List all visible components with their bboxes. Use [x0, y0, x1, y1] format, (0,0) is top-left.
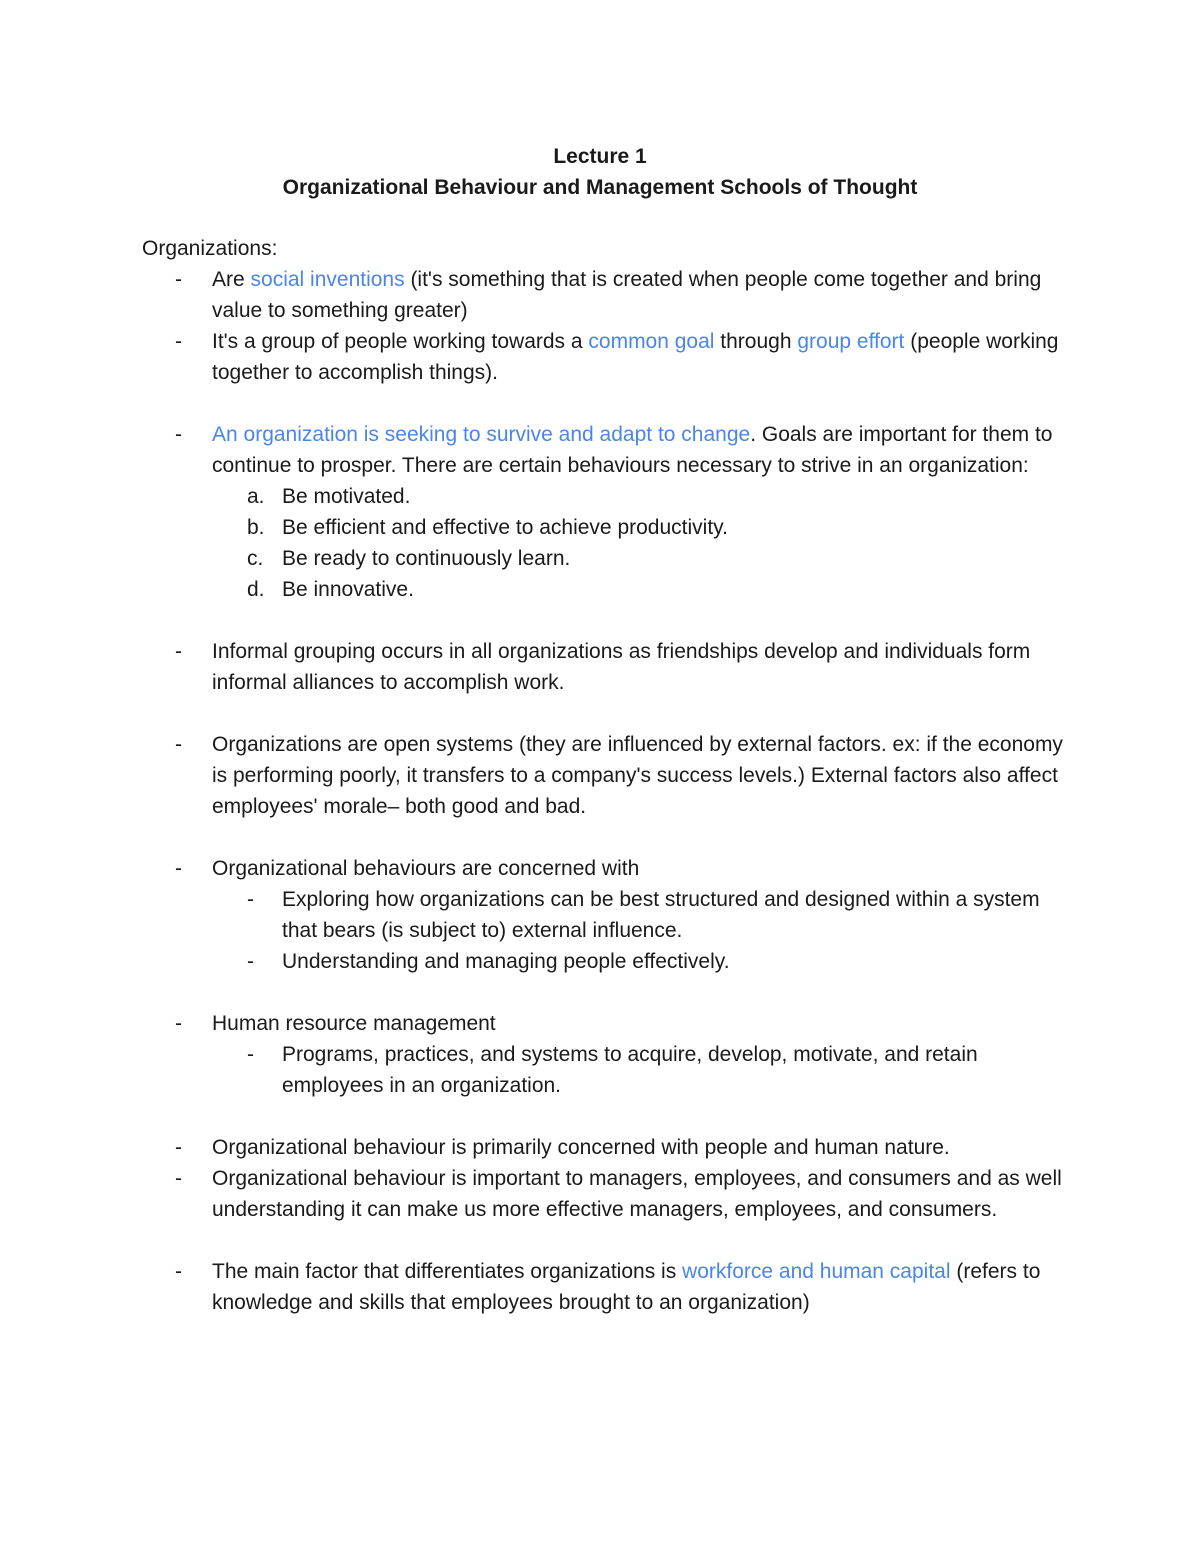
alpha-text: Be motivated. — [282, 485, 411, 508]
alpha-marker: b. — [247, 516, 265, 539]
sub-bullet-marker: - — [247, 1043, 254, 1066]
bullet-marker: - — [175, 1136, 182, 1159]
bullet-text: Organizations are open systems (they are influenced by external factors. ex: if the economy is performing poorly, it transfers to a company's success levels.) External factors also affect employees' morale– both good and bad. — [212, 733, 1063, 818]
sub-list-item — [142, 884, 1072, 946]
highlighted-term: common goal — [588, 330, 715, 353]
text-run: The main factor that differentiates organizations is — [212, 1260, 683, 1283]
lecture-subtitle: Organizational Behaviour and Management Schools of Thought — [282, 176, 918, 199]
alpha-marker: d. — [247, 578, 265, 601]
bullet-marker: - — [175, 1260, 182, 1283]
sub-list-item — [142, 1039, 1072, 1101]
sub-bullet-text: Exploring how organizations can be best structured and designed within a system that bears (is subject to) external influence. — [282, 888, 1040, 942]
text-run: (refers to knowledge and skills that employees brought to an organization) — [212, 1260, 1041, 1314]
list-item — [142, 1256, 1072, 1318]
text-run: (it's something that is created when people come together and bring value to something greater) — [212, 268, 1042, 322]
text-run: It's a group of people working towards a — [212, 330, 589, 353]
alpha-list-item — [142, 512, 1072, 543]
list-item — [142, 853, 1072, 884]
list-item — [142, 729, 1072, 822]
text-run: through — [714, 330, 798, 353]
sub-bullet-text: Programs, practices, and systems to acquire, develop, motivate, and retain employees in an organization. — [282, 1043, 978, 1097]
bullet-marker: - — [175, 733, 182, 756]
text-run: . Goals are important for them to continue to prosper. There are certain behaviours necessary to strive in an organization: — [212, 423, 1053, 477]
bullet-text: Organizational behaviour is important to managers, employees, and consumers and as well understanding it can make us more effective managers, employees, and consumers. — [212, 1167, 1062, 1221]
lecture-title: Lecture 1 — [553, 145, 647, 168]
bullet-marker: - — [175, 857, 182, 880]
bullet-marker: - — [175, 423, 182, 446]
text-run: Are — [212, 268, 251, 291]
bullet-text — [212, 1256, 1072, 1318]
bullet-marker: - — [175, 330, 182, 353]
list-item — [142, 636, 1072, 698]
document-body — [142, 233, 1072, 1318]
alpha-text: Be ready to continuously learn. — [282, 547, 571, 570]
alpha-list-item — [142, 543, 1072, 574]
bullet-text — [212, 419, 1072, 481]
alpha-marker: c. — [247, 547, 264, 570]
list-item — [142, 1008, 1072, 1039]
bullet-text: Organizational behaviours are concerned with — [212, 857, 640, 880]
highlighted-term: An organization is seeking to survive and adapt to change — [212, 423, 751, 446]
sub-bullet-marker: - — [247, 888, 254, 911]
highlighted-term: group effort — [797, 330, 905, 353]
list-item — [142, 1132, 1072, 1163]
bullet-marker: - — [175, 268, 182, 291]
list-item — [142, 326, 1072, 388]
bullet-marker: - — [175, 1167, 182, 1190]
bullet-marker: - — [175, 640, 182, 663]
text-run: (people working together to accomplish things). — [212, 330, 1059, 384]
sub-list-item — [142, 946, 1072, 977]
sub-bullet-text: Understanding and managing people effectively. — [282, 950, 730, 973]
list-item — [142, 1163, 1072, 1225]
alpha-marker: a. — [247, 485, 265, 508]
list-item — [142, 419, 1072, 481]
alpha-list-item — [142, 481, 1072, 512]
bullet-text — [212, 264, 1072, 326]
sub-bullet-marker: - — [247, 950, 254, 973]
bullet-text — [212, 326, 1072, 388]
bullet-text: Organizational behaviour is primarily concerned with people and human nature. — [212, 1136, 950, 1159]
list-item — [142, 264, 1072, 326]
alpha-text: Be efficient and effective to achieve productivity. — [282, 516, 728, 539]
bullet-text: Human resource management — [212, 1012, 496, 1035]
bullet-text: Informal grouping occurs in all organizations as friendships develop and individuals form informal alliances to accomplish work. — [212, 640, 1031, 694]
alpha-text: Be innovative. — [282, 578, 414, 601]
highlighted-term: workforce and human capital — [682, 1260, 951, 1283]
intro-label: Organizations: — [142, 237, 278, 260]
highlighted-term: social inventions — [250, 268, 405, 291]
bullet-marker: - — [175, 1012, 182, 1035]
alpha-list-item — [142, 574, 1072, 605]
